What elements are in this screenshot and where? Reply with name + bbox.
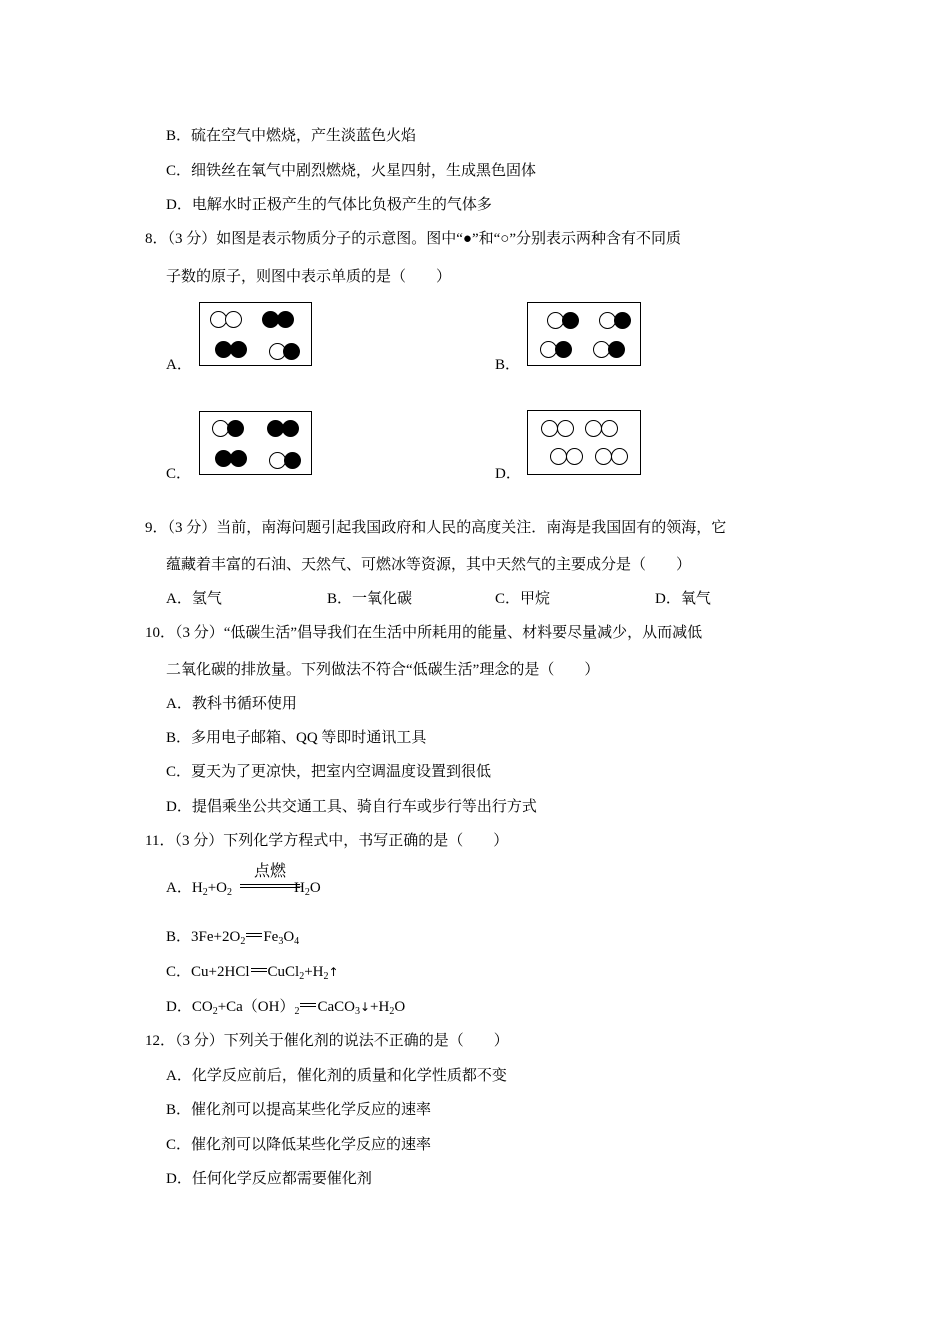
q7-option-c: C．细铁丝在氧气中剧烈燃烧，火星四射，生成黑色固体 — [166, 163, 537, 179]
q8-label-d: D． — [495, 466, 521, 482]
white-atom — [611, 448, 628, 465]
q8-label-b: B． — [495, 357, 521, 373]
black-atom — [282, 420, 299, 437]
q7-option-d: D．电解水时正极产生的气体比负极产生的气体多 — [166, 197, 492, 213]
condition-label: 点燃 — [253, 861, 286, 880]
black-atom — [230, 450, 247, 467]
gas-arrow-icon: ↑ — [328, 965, 339, 979]
q8-stem-line2: 子数的原子，则图中表示单质的是（ ） — [166, 269, 452, 285]
q11-option-d: D．$CO_2+Ca(OH)_2$ $CaCO_3↓+H_2O$ — [166, 999, 406, 1017]
q11-option-a: A．$H_2+O_2$ $H_2O$ — [166, 880, 321, 898]
black-atom — [608, 341, 625, 358]
black-atom — [284, 452, 301, 469]
black-atom — [277, 311, 294, 328]
option-label: D． — [166, 999, 192, 1015]
q8-label-a: A． — [166, 357, 192, 373]
q11-option-c: C．Cu+2HCl $CuCl_2+H_2↑$ — [166, 964, 339, 982]
q10-stem-line1: 10．（3 分）“低碳生活”倡导我们在生活中所耗用的能量、材料要尽量减少，从而减低 — [145, 625, 703, 641]
white-atom — [550, 448, 567, 465]
option-label: C． — [166, 964, 192, 980]
white-atom — [595, 448, 612, 465]
q10-option-d: D．提倡乘坐公共交通工具、骑自行车或步行等出行方式 — [166, 799, 537, 815]
q11-option-b: B．$3Fe+2O_2$ $Fe_3O_4$ — [166, 929, 300, 947]
q7-option-b: B．硫在空气中燃烧，产生淡蓝色火焰 — [166, 128, 417, 144]
q10-option-b: B．多用电子邮箱、QQ 等即时通讯工具 — [166, 730, 427, 746]
white-atom — [541, 420, 558, 437]
q8-diagram-a — [199, 302, 312, 366]
precipitate-arrow-icon: ↓ — [359, 1000, 371, 1014]
black-atom — [283, 343, 300, 360]
q10-stem-line2: 二氧化碳的排放量。下列做法不符合“低碳生活”理念的是（ ） — [166, 662, 600, 678]
black-atom — [562, 312, 579, 329]
q12-option-d: D．任何化学反应都需要催化剂 — [166, 1171, 372, 1187]
q9-option-a: A．氢气 — [166, 591, 222, 607]
q9-stem-line1: 9．（3 分）当前，南海问题引起我国政府和人民的高度关注．南海是我国固有的领海，它 — [145, 520, 727, 536]
option-label: A． — [166, 880, 192, 896]
q9-option-d: D．氧气 — [655, 591, 711, 607]
white-atom — [601, 420, 618, 437]
q12-option-b: B．催化剂可以提高某些化学反应的速率 — [166, 1102, 432, 1118]
black-atom — [555, 341, 572, 358]
q9-option-c: C．甲烷 — [495, 591, 551, 607]
q9-stem-line2: 蕴藏着丰富的石油、天然气、可燃冰等资源，其中天然气的主要成分是（ ） — [166, 557, 692, 573]
q10-option-a: A．教科书循环使用 — [166, 696, 297, 712]
q12-option-c: C．催化剂可以降低某些化学反应的速率 — [166, 1137, 432, 1153]
black-atom — [227, 420, 244, 437]
q8-diagram-d — [527, 410, 641, 475]
q8-stem-line1: 8．（3 分）如图是表示物质分子的示意图。图中“●”和“○”分别表示两种含有不同质 — [145, 231, 682, 247]
q12-option-a: A．化学反应前后，催化剂的质量和化学性质都不变 — [166, 1068, 507, 1084]
q9-option-b: B．一氧化碳 — [327, 591, 413, 607]
q8-diagram-b — [527, 302, 641, 366]
black-atom — [230, 341, 247, 358]
black-atom — [614, 312, 631, 329]
option-label: B． — [166, 929, 192, 945]
white-atom — [585, 420, 602, 437]
q8-diagram-c — [199, 411, 312, 475]
q8-label-c: C． — [166, 466, 192, 482]
white-atom — [566, 448, 583, 465]
q11-stem: 11．（3 分）下列化学方程式中，书写正确的是（ ） — [145, 833, 509, 849]
q12-stem: 12．（3 分）下列关于催化剂的说法不正确的是（ ） — [145, 1033, 509, 1049]
q10-option-c: C．夏天为了更凉快，把室内空调温度设置到很低 — [166, 764, 492, 780]
white-atom — [557, 420, 574, 437]
white-atom — [225, 311, 242, 328]
